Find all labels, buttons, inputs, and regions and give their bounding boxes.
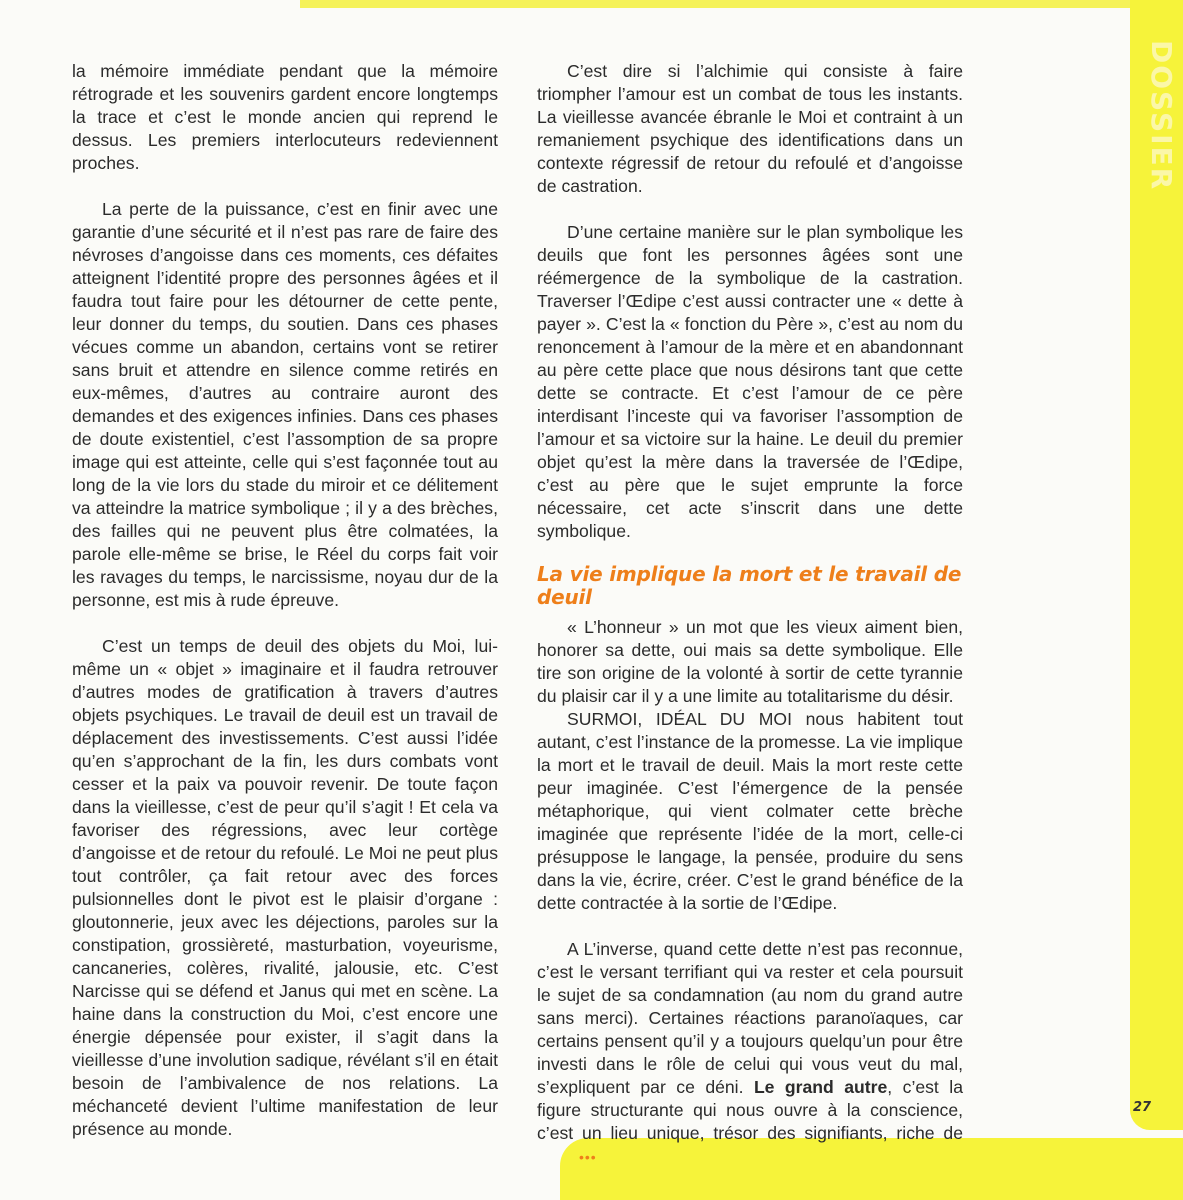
text-span: A L’inverse, quand cette dette n’est pas reconnue, c’est le versant terrifiant qui va rester et cela poursuit le sujet de sa condamnation (au nom du grand autre sans merci). Certaines réactions paranoïaques, car certains pensent qu’il y a toujours quelqu’un pour être investi dans le rôle de celui qui vous veut du mal, s’expliquent par ce déni. (537, 939, 963, 1097)
text-span: , c’est la figure structurante qui nous ouvre à la conscience, c’est un lieu unique, trésor des signifiants, riche de (537, 1077, 963, 1143)
section-heading: La vie implique la mort et le travail de deuil (537, 562, 962, 609)
paragraph (537, 938, 963, 1169)
top-color-band (300, 0, 1183, 8)
paragraph: la mémoire immédiate pendant que la mémoire rétrograde et les souvenirs gardent encore longtemps la trace et c’est le monde ancien qui reprend le dessus. Les premiers interlocuteurs redeviennent proches. (72, 61, 498, 173)
page-number: 27 (1133, 1100, 1152, 1115)
section-label: DOSSIER (1145, 40, 1178, 192)
paragraph: « L’honneur » un mot que les vieux aiment bien, honorer sa dette, oui mais sa dette symbolique. Elle tire son origine de la volonté à sortir de cette tyrannie du plaisir car il y a une limite au totalitarisme du désir. (537, 617, 963, 706)
continuation-dots-icon: ••• (579, 1149, 597, 1165)
right-column (537, 60, 963, 1169)
left-column (72, 60, 498, 1141)
paragraph: La perte de la puissance, c’est en finir avec une garantie d’une sécurité et il n’est pas rare de faire des névroses d’angoisse dans ces moments, ces défaites atteignent l’identité propre des personnes âgées et il faudra tout faire pour les détourner de cette pente, leur donner du temps, du soutien. Dans ces phases vécues comme un abandon, certains vont se retirer sans bruit et attendre en silence comme retirés en eux-mêmes, d’autres au contraire auront des demandes et des exigences infinies. Dans ces phases de doute existentiel, c’est l’assomption de sa propre image qui est atteinte, celle qui s’est façonnée tout au long de la vie lors du stade du miroir et ce délitement va atteindre la matrice symbolique ; il y a des brèches, des failles qui ne peuvent plus être colmatées, la parole elle-même se brise, le Réel du corps fait voir les ravages du temps, le narcissisme, noyau dur de la personne, est mis à rude épreuve. (72, 199, 498, 610)
paragraph: C’est un temps de deuil des objets du Moi, lui-même un « objet » imaginaire et il faudra retrouver d’autres modes de gratification à travers d’autres objets psychiques. Le travail de deuil est un travail de déplacement des investissements. C’est aussi l’idée qu’en s’approchant de la fin, les durs combats vont cesser et la paix va pouvoir revenir. De toute façon dans la vieillesse, c’est de peur qu’il s’agit ! Et cela va favoriser des régressions, avec leur cortège d’angoisse et de retour du refoulé. Le Moi ne peut plus tout contrôler, ça fait retour avec des forces pulsionnelles dont le pivot est le plaisir d’organe : gloutonnerie, jeux avec les déjections, paroles sur la constipation, grossièreté, masturbation, voyeurisme, cancaneries, colères, rivalité, jalousie, etc. C’est Narcisse qui se défend et Janus qui met en scène. La haine dans la construction du Moi, c’est encore une énergie dépensée pour exister, il s’agit dans la vieillesse d’une involution sadique, révélant s’il en était besoin de l’ambivalence de nos relations. La méchanceté devient l’ultime manifestation de leur présence au monde. (72, 636, 498, 1139)
paragraph: D’une certaine manière sur le plan symbolique les deuils que font les personnes âgées sont une réémergence de la symbolique de la castration. Traverser l’Œdipe c’est aussi contracter une « dette à payer ». C’est la « fonction du Père », c’est au nom du renoncement à l’amour de la mère et en abandonnant au père cette place que nous désirons tant que cette dette se contracte. Et c’est l’amour de ce père interdisant l’inceste qui va favoriser l’assomption de l’amour et sa victoire sur la haine. Le deuil du premier objet qu’est la mère dans la traversée de l’Œdipe, c’est au père que le sujet emprunte la force nécessaire, cet acte s’inscrit dans une dette symbolique. (537, 222, 963, 541)
paragraph: SURMOI, IDÉAL DU MOI nous habitent tout autant, c’est l’instance de la promesse. La vie implique la mort et le travail de deuil. Mais la mort reste cette peur imaginée. C’est l’émergence de la pensée métaphorique, qui vient colmater cette brèche imaginée que représente l’idée de la mort, celle-ci présuppose le langage, la pensée, produire du sens dans la vie, écrire, créer. C’est le grand bénéfice de la dette contractée à la sortie de l’Œdipe. (537, 709, 963, 913)
bold-term: Le grand autre (753, 1077, 888, 1097)
paragraph: C’est dire si l’alchimie qui consiste à faire triompher l’amour est un combat de tous les instants. La vieillesse avancée ébranle le Moi et contraint à un remaniement psychique des identifications dans un contexte régressif de retour du refoulé et d’angoisse de castration. (537, 61, 963, 196)
